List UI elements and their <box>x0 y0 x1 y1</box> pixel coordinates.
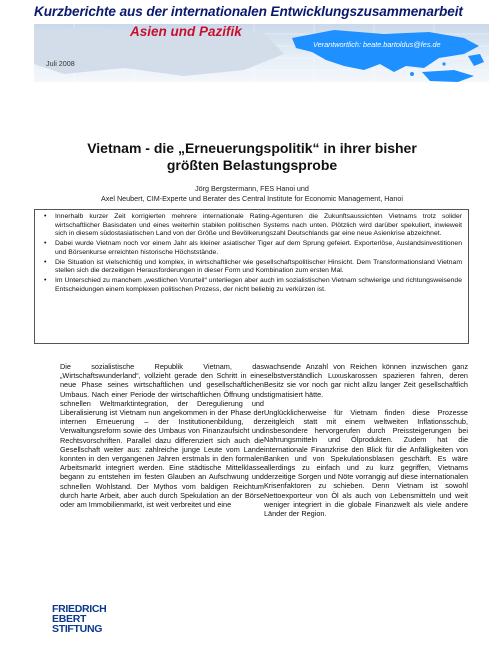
body-column-left <box>60 362 264 518</box>
logo-line: FRIEDRICH <box>52 603 107 615</box>
title-line: größten Belastungsprobe <box>166 157 338 173</box>
document-title <box>30 140 474 174</box>
logo-line: STIFTUNG <box>52 623 103 635</box>
world-map-graphic <box>34 24 489 82</box>
body-column-right <box>264 362 468 527</box>
authors <box>30 184 474 204</box>
publication-date: Juli 2008 <box>46 59 75 68</box>
title-line: Vietnam - die „Erneuerungspolitik“ in ihrer bisher <box>87 140 417 156</box>
author-line: Jörg Bergstermann, FES Hanoi und <box>195 184 309 193</box>
responsible-contact: Verantwortlich: beate.bartoldus@fes.de <box>313 40 441 49</box>
summary-box <box>34 209 469 344</box>
fes-logo <box>52 604 106 634</box>
summary-list <box>35 210 468 294</box>
body-paragraph: Die sozialistische Republik Vietnam, das „Wirtschaftswunderland“, vollzieht gerade den Schritt in eine neue Phase seines wirtschaftlichen und gesellschaftlichen Umbaus. Nach einer Periode der wirtschaftlichen Öffnung und schnellen Weltmarktintegration, der Deregulierung und Liberalisierung ist Vietnam nun angekommen in der Phase der internen Erneuerung – der Institutionenbildung, der Verwaltungsreform sowie des Umbaus von Finanzaufsicht und Rechtsvorschriften. Parallel dazu differenziert sich auch die Gesellschaft weiter aus: zahlreiche junge Leute vom Lande konnten in den vergangenen Jahren erstmals in den formalen Arbeitsmarkt integriert werden. Eine städtische Mittelklasse begann zu entstehen im festen Glauben an Aufschwung und schnellen Wohlstand. Der Mythos vom baldigen Reichtum durch harte Arbeit, aber auch durch Spekulation an der Börse oder am Immobilienmarkt, ist weit verbreitet und eine <box>60 362 264 510</box>
summary-item: • Die Situation ist vielschichtig und komplex, in wirtschaftlicher wie gesellschaftspolitischer Hinsicht. Dem Transformationsland Vietnam stellen sich die derzeitigen Herausforderungen in dieser Form und Kombination zum ersten Mal. <box>55 259 462 276</box>
series-title: Kurzberichte aus der internationalen Entwicklungszusammenarbeit <box>34 4 463 19</box>
body-paragraph: wachsende Anzahl von Reichen können inzwischen ganz selbstverständlich Luxuskarossen spazieren fahren, deren Besitz sie vor noch gar nicht allzu langer Zeit gesellschaftlich stigmatisiert hätte. <box>264 362 468 399</box>
body-paragraph: Unglücklicherweise für Vietnam finden diese Prozesse zeitgleich statt mit einem weltweiten Inflationsschub, insbesondere hervorgerufen durch Preissteigerungen bei Nahrungsmitteln und Ölprodukten. Zudem hat die internationale Finanzkrise den Blick für die Anfälligkeiten von Banken und von Spekulationsblasen geschärft. Es wäre allerdings zu einfach und zu kurz gegriffen, Vietnams derzeitige Sorgen und Nöte vorrangig auf diese internationalen Krisenfaktoren zu schieben. Denn Vietnam ist sowohl Nettoexporteur von Öl als auch von Lebensmitteln und weit weniger integriert in die globale Finanzwelt als viele andere Länder der Region. <box>264 407 468 519</box>
region-label: Asien und Pazifik <box>130 24 242 39</box>
summary-item: • Dabei wurde Vietnam noch vor einem Jahr als kleiner asiatischer Tiger auf dem Sprung gefeiert. Exporterlöse, Auslandsinvestitionen und Börsenkurse erreichten historische Höchststände. <box>55 240 462 257</box>
logo-line: EBERT <box>52 613 87 625</box>
summary-item: • Im Unterschied zu manchem „westlichen Vorurteil“ unterliegen aber auch im sozialistischen Vietnam schwierige und richtungsweisende Entscheidungen einem komplexen politischen Prozess, der nicht beliebig zu verkürzen ist. <box>55 277 462 294</box>
summary-item: • Innerhalb kurzer Zeit korrigierten mehrere internationale Rating-Agenturen die Zukunftsaussichten Vietnams trotz solider wirtschaftlicher Basisdaten und eines weiterhin stabilen politischen Systems nach unten. Plötzlich wird darüber spekuliert, inwieweit sich in diesem südostasiatischen Land von der Größe und Bevölkerungszahl Deutschlands gar eine neue Asienkrise abzeichnet. <box>55 213 462 239</box>
header-band <box>34 24 489 82</box>
author-line: Axel Neubert, CIM-Experte und Berater des Central Institute for Economic Management, Hanoi <box>100 194 404 203</box>
